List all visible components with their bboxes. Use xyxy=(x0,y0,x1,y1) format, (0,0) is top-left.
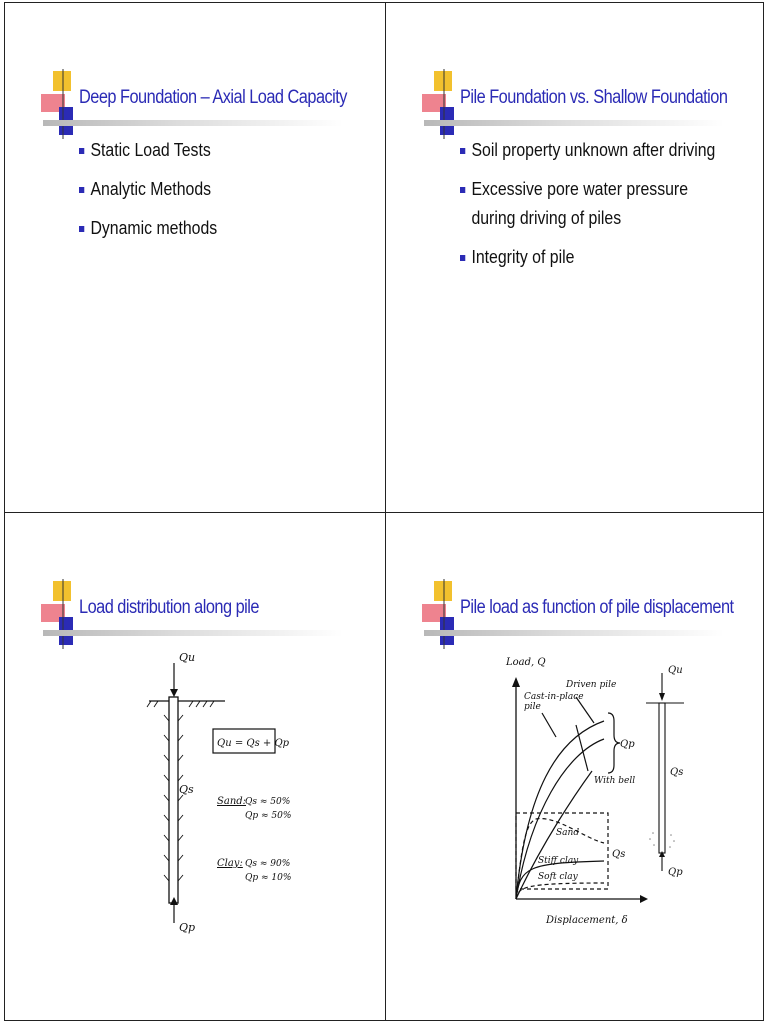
bullet-item: Excessive pore water pressure during driving of piles xyxy=(460,175,727,233)
slide-2 xyxy=(386,3,765,511)
side-load-label: Qs xyxy=(179,783,194,796)
slide-title: Pile Foundation vs. Shallow Foundation xyxy=(460,87,728,108)
qp-bracket-label: Qp xyxy=(620,739,635,750)
bullet-item: Analytic Methods xyxy=(79,175,346,204)
top-load-label: Qu xyxy=(179,651,196,664)
pile-top-label: Qu xyxy=(668,665,683,676)
qs-bracket-label: Qs xyxy=(612,849,626,860)
pile-side-label: Qs xyxy=(670,767,684,778)
load-displacement-figure xyxy=(496,643,696,943)
title-underline xyxy=(43,630,343,636)
tip-load-label: Qp xyxy=(179,921,196,934)
bullet-list xyxy=(79,136,379,253)
clay-qp-label: Qp ≈ 10% xyxy=(245,873,291,883)
driven-pile-label: Driven pile xyxy=(566,680,617,690)
title-underline xyxy=(424,630,724,636)
bullet-list xyxy=(460,136,760,282)
clay-qs-label: Qs ≈ 90% xyxy=(245,859,291,869)
sand-label: Sand: xyxy=(217,796,247,807)
cast-in-place-label-2: pile xyxy=(524,702,541,712)
stiff-clay-label: Stiff clay xyxy=(538,856,579,866)
sand-qp-label: Qp ≈ 50% xyxy=(245,811,291,821)
x-axis-label: Displacement, δ xyxy=(546,915,628,926)
pile-tip-label: Qp xyxy=(668,867,683,878)
soft-clay-label: Soft clay xyxy=(538,872,578,882)
slide-4 xyxy=(386,513,765,1021)
clay-label: Clay: xyxy=(217,858,243,869)
slide-1 xyxy=(5,3,384,511)
bullet-item: Dynamic methods xyxy=(79,214,346,243)
sand-label: Sand xyxy=(556,828,580,838)
title-underline xyxy=(424,120,724,126)
bullet-item: Static Load Tests xyxy=(79,136,346,165)
sand-qs-label: Qs ≈ 50% xyxy=(245,797,291,807)
slide-title: Load distribution along pile xyxy=(79,597,259,618)
equation-label: Qu = Qs + Qp xyxy=(217,738,290,749)
cast-in-place-label: Cast-in-place xyxy=(524,692,584,702)
bullet-item: Integrity of pile xyxy=(460,243,727,272)
soft-clay-curve xyxy=(516,883,604,899)
bullet-item: Soil property unknown after driving xyxy=(460,136,727,165)
handout-page xyxy=(4,2,764,1021)
title-underline xyxy=(43,120,343,126)
slide-3 xyxy=(5,513,384,1021)
load-distribution-figure xyxy=(141,641,291,941)
slide-title: Deep Foundation – Axial Load Capacity xyxy=(79,87,347,108)
y-axis-label: Load, Q xyxy=(506,657,546,668)
with-bell-label: With bell xyxy=(594,776,636,786)
slide-title: Pile load as function of pile displacement xyxy=(460,597,734,618)
